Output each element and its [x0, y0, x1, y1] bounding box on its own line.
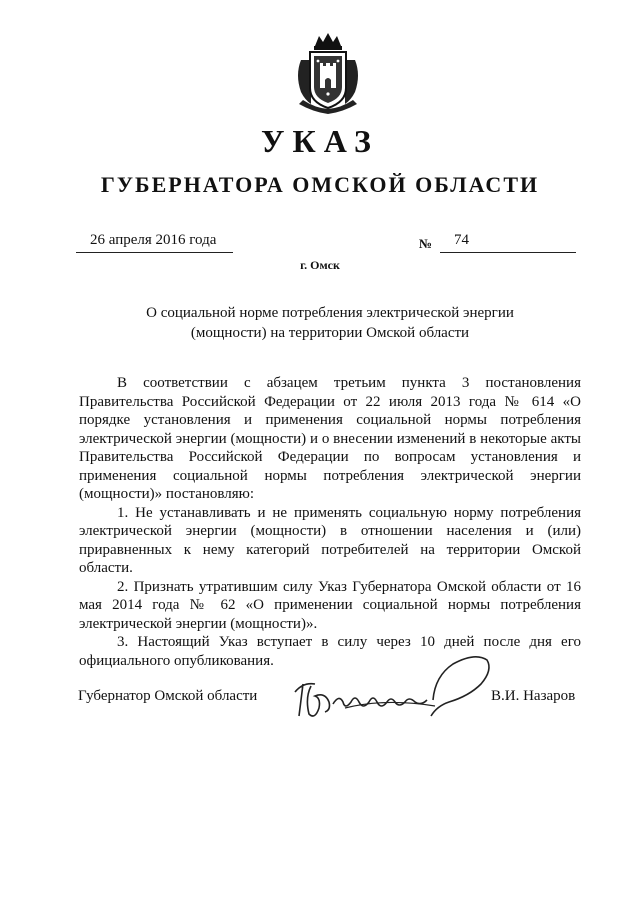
body-paragraph: 3. Настоящий Указ вступает в силу через 10 дней после дня его официального опубликования.	[79, 634, 581, 669]
document-number: 74	[454, 232, 469, 248]
document-body	[79, 374, 581, 670]
signatory-name: В.И. Назаров	[491, 688, 576, 704]
document-title: УКАЗ	[261, 123, 379, 159]
subject-line-2: (мощности) на территории Омской области	[190, 325, 470, 341]
document-date-field	[76, 232, 233, 253]
document-date: 26 апреля 2016 года	[90, 232, 217, 248]
body-paragraph: 2. Признать утратившим силу Указ Губернатора Омской области от 16 мая 2014 года № 62 «О применении социальной нормы потребления электрической энергии (мощности)».	[79, 578, 581, 632]
document-city: г. Омск	[300, 258, 340, 272]
body-paragraph: В соответствии с абзацем третьим пункта 3 постановления Правительства Российской Федерации от 22 июля 2013 года № 614 «О порядке установления и применения социальной нормы потребления электрической энергии (мощности) и о внесении изменений в некоторые акты Правительства Российской Федерации по вопросам установления и применения социальной нормы потребления электрической энергии (мощности)» постановляю:	[79, 375, 581, 502]
signatory-position: Губернатор Омской области	[78, 688, 258, 704]
document-subject	[120, 303, 540, 343]
document-number-field	[440, 232, 576, 253]
number-label: №	[419, 236, 433, 251]
subject-line-1: О социальной норме потребления электрической энергии	[146, 305, 514, 321]
body-paragraph: 1. Не устанавливать и не применять социальную норму потребления электрической энергии (мощности) в отношении населения и (или) приравненных к нему категорий потребителей на территории Омской области.	[79, 504, 581, 576]
handwritten-signature	[285, 646, 495, 728]
document-subtitle: ГУБЕРНАТОРА ОМСКОЙ ОБЛАСТИ	[100, 172, 540, 197]
coat-of-arms-emblem	[293, 30, 363, 116]
